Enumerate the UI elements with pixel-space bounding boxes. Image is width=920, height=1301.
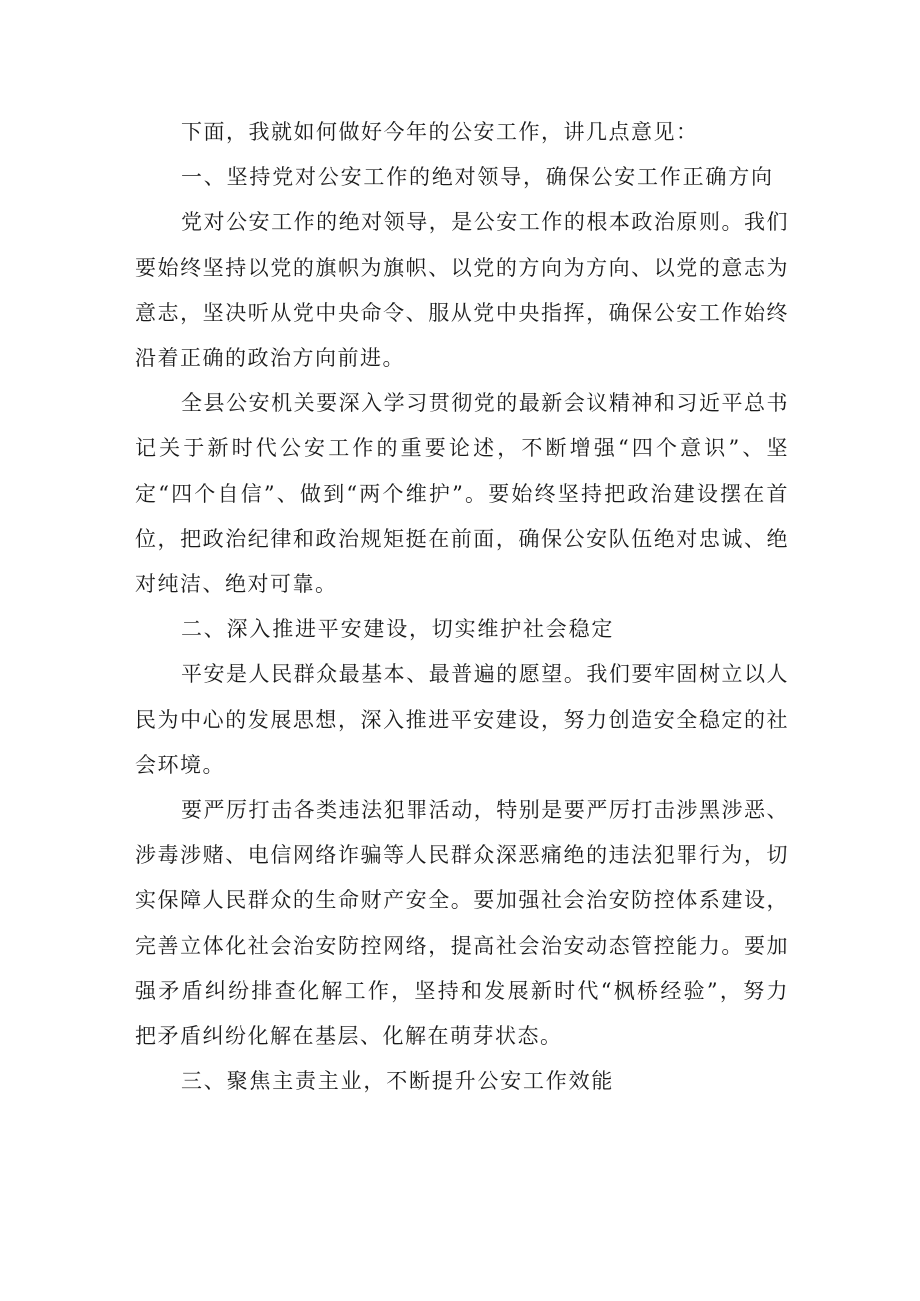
body-paragraph-2: 全县公安机关要深入学习贯彻党的最新会议精神和习近平总书记关于新时代公安工作的重要论述，不断增强“四个意识”、坚定“四个自信”、做到“两个维护”。要始终坚持把政治建设摆在首位，把政治纪律和政治规矩挺在前面，确保公安队伍绝对忠诚、绝对纯洁、绝对可靠。 xyxy=(135,391,789,597)
body-paragraph-3: 平安是人民群众最基本、最普遍的愿望。我们要牢固树立以人民为中心的发展思想，深入推进平安建设，努力创造安全稳定的社会环境。 xyxy=(135,662,789,777)
body-paragraph-4: 要严厉打击各类违法犯罪活动，特别是要严厉打击涉黑涉恶、涉毒涉赌、电信网络诈骗等人民群众深恶痛绝的违法犯罪行为，切实保障人民群众的生命财产安全。要加强社会治安防控体系建设，完善立体化社会治安防控网络，提高社会治安动态管控能力。要加强矛盾纠纷排查化解工作，坚持和发展新时代“枫桥经验”，努力把矛盾纠纷化解在基层、化解在萌芽状态。 xyxy=(135,798,789,1049)
document-body xyxy=(135,110,789,1104)
section-heading-3: 三、聚焦主责主业，不断提升公安工作效能 xyxy=(181,1069,615,1094)
section-heading-2: 二、深入推进平安建设，切实维护社会稳定 xyxy=(181,617,615,642)
section-heading-1: 一、坚持党对公安工作的绝对领导，确保公安工作正确方向 xyxy=(181,165,774,190)
intro-paragraph: 下面，我就如何做好今年的公安工作，讲几点意见： xyxy=(181,120,699,144)
body-paragraph-1: 党对公安工作的绝对领导，是公安工作的根本政治原则。我们要始终坚持以党的旗帜为旗帜、以党的方向为方向、以党的意志为意志，坚决听从党中央命令、服从党中央指挥，确保公安工作始终沿着正确的政治方向前进。 xyxy=(135,210,789,371)
